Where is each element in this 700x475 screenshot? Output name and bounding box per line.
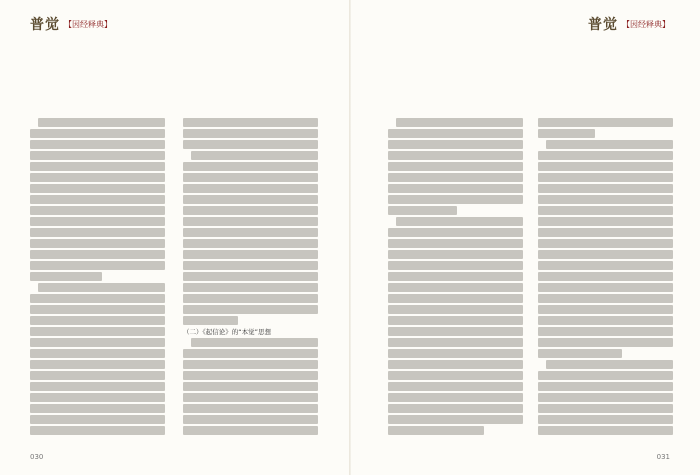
section-heading: （二）《起信论》的“本觉”思想 [183,327,271,336]
text-line [538,371,673,380]
text-line [538,349,622,358]
text-line [538,316,673,325]
left-page-header [30,14,112,34]
text-line [388,283,523,292]
text-line [191,338,318,347]
text-line [538,261,673,270]
text-line [388,316,523,325]
text-line [183,118,318,127]
text-line [538,415,673,424]
right-page [350,0,700,475]
text-line [388,206,457,215]
text-line [30,206,165,215]
text-line [538,338,673,347]
text-line [30,261,165,270]
text-line [183,250,318,259]
text-line [183,283,318,292]
text-line [30,327,165,336]
section-label: 【因经释典】 [64,19,112,29]
text-line [30,272,102,281]
text-line [30,184,165,193]
text-line [538,195,673,204]
text-line [538,217,673,226]
text-line [30,404,165,413]
text-line [191,151,318,160]
text-line [388,360,523,369]
text-line [30,195,165,204]
text-line [30,140,165,149]
text-line [183,239,318,248]
text-line [183,349,318,358]
text-line [183,206,318,215]
text-line [183,316,238,325]
text-line [183,129,318,138]
text-line [30,228,165,237]
brand-logo: 普觉 [588,17,618,33]
text-line [538,239,673,248]
text-line [183,426,318,435]
text-line [388,140,523,149]
text-line [30,173,165,182]
text-line [183,261,318,270]
page-number: 031 [656,453,670,461]
text-line [538,393,673,402]
left-column-2 [183,118,318,443]
text-line [388,195,523,204]
text-line [388,250,523,259]
text-line [388,327,523,336]
text-line [538,327,673,336]
text-line [30,239,165,248]
text-line [388,404,523,413]
text-line [538,294,673,303]
text-line [538,305,673,314]
text-line [183,415,318,424]
text-line [183,228,318,237]
text-line [538,228,673,237]
text-line [388,305,523,314]
text-line [183,371,318,380]
text-line [538,426,673,435]
text-line [30,250,165,259]
text-line [538,206,673,215]
section-label: 【因经释典】 [622,19,670,29]
text-line [30,360,165,369]
text-line [30,415,165,424]
text-line [538,151,673,160]
text-line [538,382,673,391]
text-line [538,283,673,292]
text-line [30,129,165,138]
text-line [538,272,673,281]
text-line [30,217,165,226]
text-line [388,349,523,358]
text-line [183,360,318,369]
text-line [388,261,523,270]
text-line [183,184,318,193]
text-line [183,382,318,391]
text-line [38,118,165,127]
text-line [388,371,523,380]
text-line [30,294,165,303]
text-line [388,239,523,248]
text-line [183,217,318,226]
text-line [30,382,165,391]
text-line [30,393,165,402]
text-line [30,349,165,358]
right-column-2 [538,118,673,443]
text-line [183,162,318,171]
text-line [183,140,318,149]
text-line [388,151,523,160]
text-line [538,173,673,182]
brand-logo: 普觉 [30,17,60,33]
text-line [388,338,523,347]
right-page-header [588,14,670,34]
text-line [388,184,523,193]
text-line [538,129,595,138]
right-column-1 [388,118,523,443]
text-line [30,316,165,325]
text-line [30,151,165,160]
text-line [183,173,318,182]
text-line [183,404,318,413]
text-line [183,294,318,303]
text-line [538,118,673,127]
text-line [396,118,523,127]
text-line [30,338,165,347]
text-line [396,217,523,226]
text-line [388,393,523,402]
text-line [538,250,673,259]
text-line [183,393,318,402]
text-line [388,426,484,435]
text-line [183,305,318,314]
text-line [30,371,165,380]
text-line [183,195,318,204]
text-line [388,294,523,303]
text-line [183,272,318,281]
page-number: 030 [30,453,44,461]
text-line [30,426,165,435]
text-line [388,129,523,138]
text-line [388,272,523,281]
text-line [538,184,673,193]
text-line [546,140,673,149]
text-line [546,360,673,369]
text-line [388,173,523,182]
text-line [538,162,673,171]
text-line [30,305,165,314]
text-line [388,415,523,424]
text-line [388,228,523,237]
left-column-1 [30,118,165,443]
text-line [388,382,523,391]
text-line [538,404,673,413]
text-line [388,162,523,171]
text-line [38,283,165,292]
text-line [30,162,165,171]
